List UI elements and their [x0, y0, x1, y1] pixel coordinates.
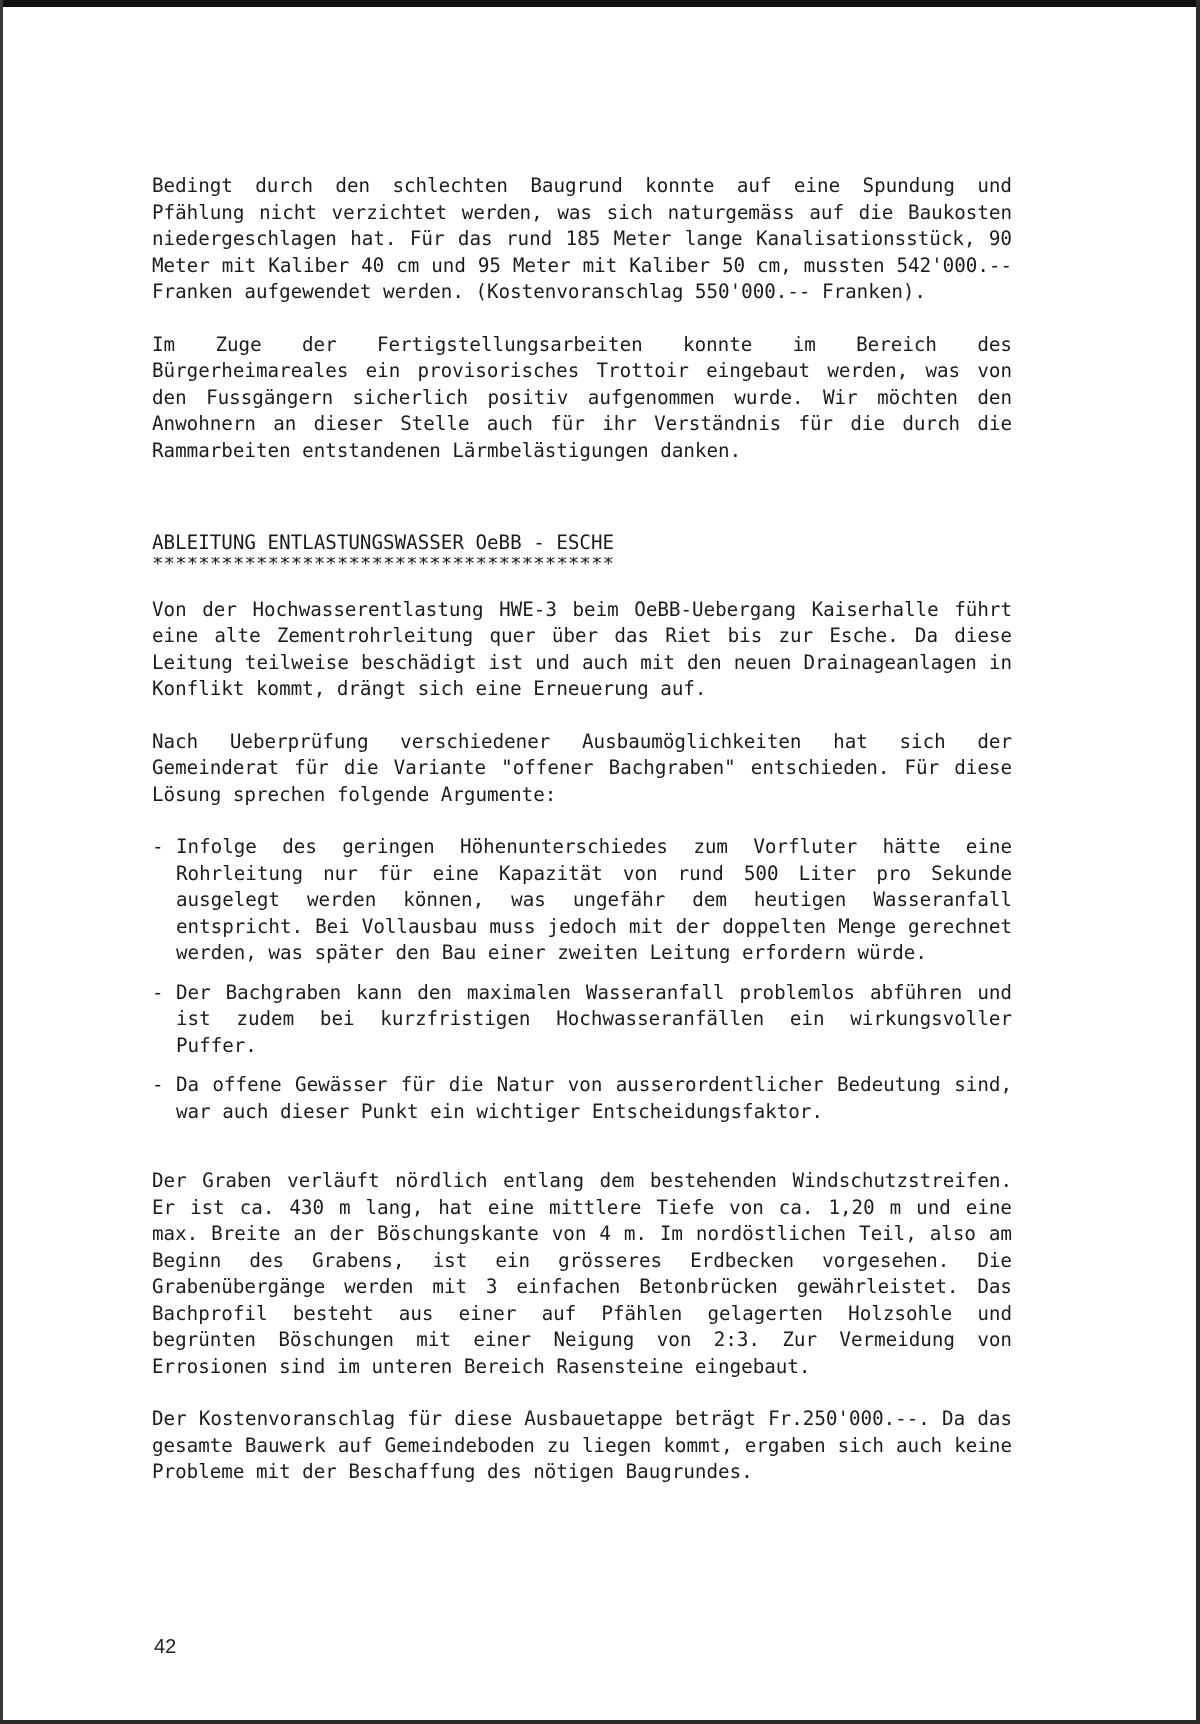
scan-border-bottom [0, 1720, 1200, 1724]
scan-border-top [0, 0, 1200, 7]
paragraph-graben: Der Graben verläuft nördlich entlang dem bestehenden Windschutzstreifen. Er ist ca. 430 m lang, hat eine mittlere Tiefe von ca. 1,20 m und eine max. Breite an der Böschungskante von 4 m. Im nordöstlichen Teil, also am Beginn des Grabens, ist ein grösseres Erdbecken vorgesehen. Die Grabenübergänge werden mit 3 einfachen Betonbrücken gewährleistet. Das Bachprofil besteht aus einer auf Pfählen gelagerten Holzsohle und begrünten Böschungen mit einer Neigung von 2:3. Zur Vermeidung von Errosionen sind im unteren Bereich Rasensteine eingebaut. [152, 1169, 1012, 1378]
argument-text: Der Bachgraben kann den maximalen Wasseranfall problemlos abführen und ist zudem bei kurzfristigen Hochwasseranfällen ein wirkungsvoller Puffer. [176, 980, 1012, 1057]
list-item [152, 834, 1012, 967]
list-item [152, 980, 1012, 1060]
argument-text: Infolge des geringen Höhenunterschiedes zum Vorfluter hätte eine Rohrleitung nur für eine Kapazität von rund 500 Liter pro Sekunde ausgelegt werden können, was ungefähr dem heutigen Wasseranfall entspricht. Bei Vollausbau muss jedoch mit der doppelten Menge gerechnet werden, was später den Bau einer zweiten Leitung erfordern würde. [176, 835, 1012, 964]
paragraph-hochwasserentlastung: Von der Hochwasserentlastung HWE-3 beim OeBB-Uebergang Kaiserhalle führt eine alte Zementrohrleitung quer über das Riet bis zur Esche. Da diese Leitung teilweise beschädigt ist und auch mit den neuen Drainageanlagen in Konflikt kommt, drängt sich eine Erneuerung auf. [152, 597, 1012, 700]
bullet-dash: - [152, 980, 164, 1004]
scan-border-left [0, 0, 3, 1724]
paragraph-sidewalk: Im Zuge der Fertigstellungsarbeiten konnte im Bereich des Bürgerheimareales ein provisorisches Trottoir eingebaut werden, was von den Fussgängern sicherlich positiv aufgenommen wurde. Wir möchten den Anwohnern an dieser Stelle auch für ihr Verständnis für die durch die Rammarbeiten entstandenen Lärmbelästigungen danken. [152, 332, 1012, 462]
argument-text: Da offene Gewässer für die Natur von ausserordentlicher Bedeutung sind, war auch dieser Punkt ein wichtiger Entscheidungsfaktor. [176, 1073, 1012, 1123]
section-heading: ABLEITUNG ENTLASTUNGSWASSER OeBB - ESCHE [152, 531, 615, 554]
bullet-dash: - [152, 1073, 164, 1096]
paragraph-construction-costs: Bedingt durch den schlechten Baugrund konnte auf eine Spundung und Pfählung nicht verzichtet werden, was sich naturgemäss auf die Baukosten niedergeschlagen hat. Für das rund 185 Meter lange Kanalisationsstück, 90 Meter mit Kaliber 40 cm und 95 Meter mit Kaliber 50 cm, mussten 542'000.-- Franken aufgewendet werden. (Kostenvoranschlag 550'000.-- Franken). [152, 174, 1012, 303]
paragraph-variante: Nach Ueberprüfung verschiedener Ausbaumöglichkeiten hat sich der Gemeinderat für die Variante "offener Bachgraben" entschieden. Für diese Lösung sprechen folgende Argumente: [152, 729, 1012, 806]
document-body [152, 173, 1012, 1486]
bullet-dash: - [152, 835, 164, 858]
page-number: 42 [154, 1636, 177, 1658]
section-heading-underline: **************************************** [152, 556, 615, 571]
paragraph-kostenvoranschlag: Der Kostenvoranschlag für diese Ausbauetappe beträgt Fr.250'000.--. Da das gesamte Bauwerk auf Gemeindeboden zu liegen kommt, ergaben sich auch keine Probleme mit der Beschaffung des nötigen Baugrundes. [152, 1407, 1012, 1483]
section-ableitung [152, 530, 1012, 1486]
scan-border-right [1196, 0, 1200, 1724]
argument-list [152, 834, 1012, 1125]
list-item [152, 1072, 1012, 1125]
